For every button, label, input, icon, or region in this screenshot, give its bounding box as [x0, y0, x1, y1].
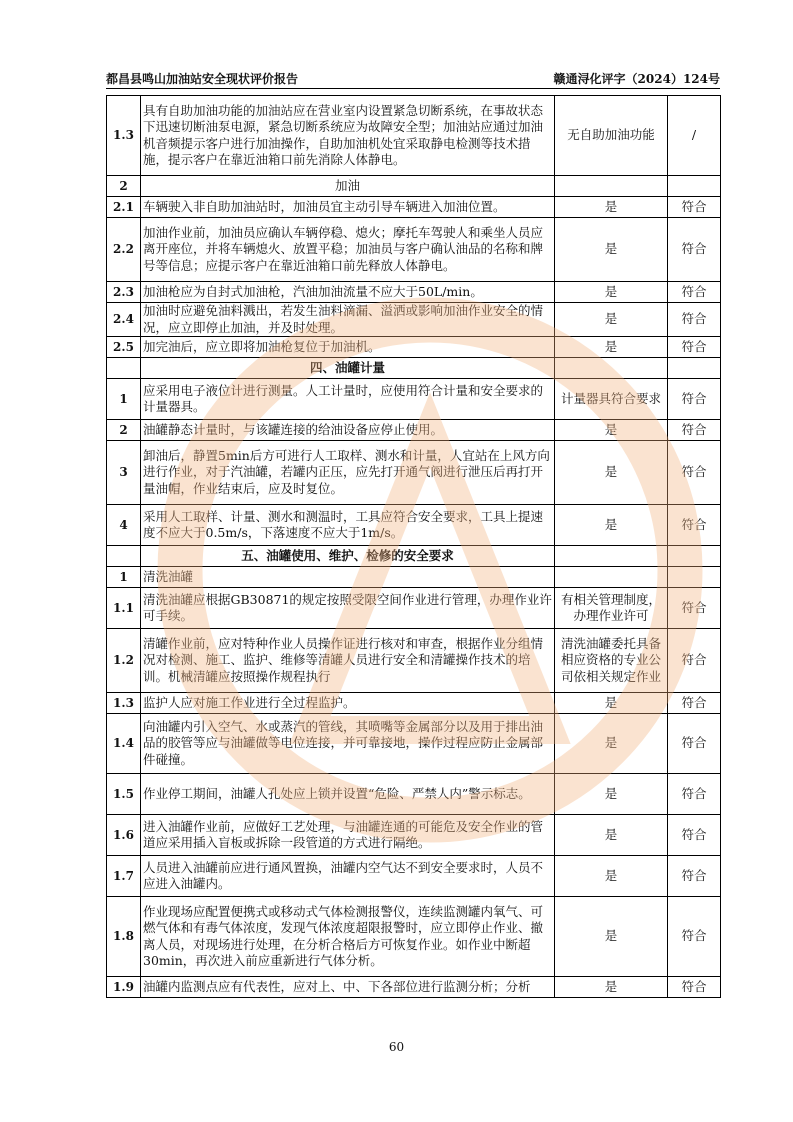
conclusion: 符合 — [668, 505, 721, 546]
table-row — [107, 282, 721, 303]
check-result: 是 — [555, 303, 668, 337]
item-requirement: 加油时应避免油料溅出，若发生油料滴漏、溢洒或影响加油作业安全的情况，应立即停止加油，并及时处理。 — [141, 303, 555, 337]
page-header — [106, 70, 720, 89]
table-row — [107, 774, 721, 815]
check-result: 是 — [555, 282, 668, 303]
item-number: 1 — [107, 567, 141, 588]
item-number: 2.2 — [107, 218, 141, 282]
item-number: 2 — [107, 176, 141, 197]
item-number: 3 — [107, 441, 141, 505]
check-result: 是 — [555, 714, 668, 774]
item-number: 1 — [107, 379, 141, 420]
item-number: 2.3 — [107, 282, 141, 303]
table-row — [107, 714, 721, 774]
item-number: 2.4 — [107, 303, 141, 337]
item-number: 1.4 — [107, 714, 141, 774]
item-number: 1.6 — [107, 815, 141, 856]
item-requirement: 加油枪应为自封式加油枪，汽油加油流量不应大于50L/min。 — [141, 282, 555, 303]
item-number: 1.3 — [107, 693, 141, 714]
conclusion: 符合 — [668, 218, 721, 282]
item-requirement: 进入油罐作业前，应做好工艺处理，与油罐连通的可能危及安全作业的管道应采用插入盲板或拆除一段管道的方式进行隔绝。 — [141, 815, 555, 856]
check-result: 是 — [555, 441, 668, 505]
item-requirement: 清洗油罐 — [141, 567, 555, 588]
table-row — [107, 197, 721, 218]
check-result — [555, 176, 668, 197]
conclusion: 符合 — [668, 714, 721, 774]
section-row — [107, 358, 721, 379]
checklist-table — [106, 95, 721, 998]
conclusion: 符合 — [668, 774, 721, 815]
item-number: 1.7 — [107, 856, 141, 897]
report-title: 都昌县鸣山加油站安全现状评价报告 — [106, 72, 299, 86]
conclusion: 符合 — [668, 282, 721, 303]
table-row — [107, 441, 721, 505]
check-result — [555, 567, 668, 588]
table-row — [107, 176, 721, 197]
conclusion: 符合 — [668, 815, 721, 856]
conclusion: / — [668, 96, 721, 176]
check-result: 是 — [555, 218, 668, 282]
table-row — [107, 303, 721, 337]
table-row — [107, 977, 721, 998]
item-number: 2 — [107, 420, 141, 441]
table-row — [107, 567, 721, 588]
conclusion: 符合 — [668, 629, 721, 693]
page-number: 60 — [388, 1040, 405, 1054]
table-row — [107, 588, 721, 629]
item-requirement: 四、油罐计量 — [141, 358, 555, 379]
conclusion: 符合 — [668, 588, 721, 629]
item-requirement: 采用人工取样、计量、测水和测温时，工具应符合安全要求，工具上提速度不应大于0.5m/s，下落速度不应大于1m/s。 — [141, 505, 555, 546]
item-requirement: 向油罐内引入空气、水或蒸汽的管线，其喷嘴等金属部分以及用于排出油品的胶管等应与油罐做等电位连接，并可靠接地，操作过程应防止金属部件碰撞。 — [141, 714, 555, 774]
check-result: 清洗油罐委托具备相应资格的专业公司依相关规定作业 — [555, 629, 668, 693]
conclusion: 符合 — [668, 420, 721, 441]
item-requirement: 加完油后，应立即将加油枪复位于加油机。 — [141, 337, 555, 358]
check-result: 是 — [555, 774, 668, 815]
check-result: 有相关管理制度，办理作业许可 — [555, 588, 668, 629]
table-row — [107, 420, 721, 441]
item-number: 1.3 — [107, 96, 141, 176]
item-requirement: 人员进入油罐前应进行通风置换，油罐内空气达不到安全要求时，人员不应进入油罐内。 — [141, 856, 555, 897]
table-row — [107, 897, 721, 977]
table-row — [107, 379, 721, 420]
item-requirement: 具有自助加油功能的加油站应在营业室内设置紧急切断系统，在事故状态下迅速切断油泵电源，紧急切断系统应为故障安全型；加油站应通过加油机音频提示客户进行加油操作，自助加油机处宜采取静电检测等技术措施，提示客户在靠近油箱口前先消除人体静电。 — [141, 96, 555, 176]
table-row — [107, 218, 721, 282]
section-row — [107, 546, 721, 567]
conclusion: 符合 — [668, 197, 721, 218]
item-number: 1.8 — [107, 897, 141, 977]
check-result: 是 — [555, 505, 668, 546]
check-result: 是 — [555, 693, 668, 714]
conclusion: 符合 — [668, 856, 721, 897]
item-number: 1.2 — [107, 629, 141, 693]
check-result: 是 — [555, 815, 668, 856]
conclusion — [668, 546, 721, 567]
table-row — [107, 856, 721, 897]
item-requirement: 加油作业前，加油员应确认车辆停稳、熄火；摩托车驾驶人和乘坐人员应离开座位，并将车辆熄火、放置平稳；加油员与客户确认油品的名称和牌号等信息；应提示客户在靠近油箱口前先释放人体静电。 — [141, 218, 555, 282]
item-number — [107, 546, 141, 567]
table-row — [107, 505, 721, 546]
item-requirement: 油罐静态计量时，与该罐连接的给油设备应停止使用。 — [141, 420, 555, 441]
conclusion: 符合 — [668, 693, 721, 714]
item-requirement: 清罐作业前，应对特种作业人员操作证进行核对和审查，根据作业分组情况对检测、施工、监护、维修等清罐人员进行安全和清罐操作技术的培训。机械清罐应按照操作规程执行 — [141, 629, 555, 693]
conclusion: 符合 — [668, 441, 721, 505]
check-result: 是 — [555, 977, 668, 998]
item-number: 2.1 — [107, 197, 141, 218]
check-result — [555, 358, 668, 379]
item-requirement: 应采用电子液位计进行测量。人工计量时，应使用符合计量和安全要求的计量器具。 — [141, 379, 555, 420]
check-result: 是 — [555, 337, 668, 358]
conclusion: 符合 — [668, 379, 721, 420]
item-requirement: 监护人应对施工作业进行全过程监护。 — [141, 693, 555, 714]
table-row — [107, 693, 721, 714]
check-result: 是 — [555, 420, 668, 441]
item-number: 1.9 — [107, 977, 141, 998]
conclusion: 符合 — [668, 337, 721, 358]
check-result: 是 — [555, 897, 668, 977]
conclusion: 符合 — [668, 303, 721, 337]
item-number: 4 — [107, 505, 141, 546]
check-result — [555, 546, 668, 567]
conclusion — [668, 567, 721, 588]
check-result: 计量器具符合要求 — [555, 379, 668, 420]
report-number: 赣通浔化评字（2024）124号 — [553, 72, 720, 86]
item-number: 1.1 — [107, 588, 141, 629]
conclusion — [668, 176, 721, 197]
item-requirement: 加油 — [141, 176, 555, 197]
conclusion: 符合 — [668, 897, 721, 977]
check-result: 是 — [555, 856, 668, 897]
check-result: 无自助加油功能 — [555, 96, 668, 176]
table-row — [107, 815, 721, 856]
item-number: 2.5 — [107, 337, 141, 358]
item-requirement: 作业现场应配置便携式或移动式气体检测报警仪，连续监测罐内氧气、可燃气体和有毒气体浓度，发现气体浓度超限报警时，应立即停止作业、撤离人员，对现场进行处理，在分析合格后方可恢复作业。如作业中断超30min，再次进入前应重新进行气体分析。 — [141, 897, 555, 977]
item-number: 1.5 — [107, 774, 141, 815]
table-row — [107, 96, 721, 176]
table-row — [107, 337, 721, 358]
conclusion: 符合 — [668, 977, 721, 998]
item-requirement: 五、油罐使用、维护、检修的安全要求 — [141, 546, 555, 567]
item-requirement: 清洗油罐应根据GB30871的规定按照受限空间作业进行管理，办理作业许可手续。 — [141, 588, 555, 629]
item-number — [107, 358, 141, 379]
item-requirement: 油罐内监测点应有代表性，应对上、中、下各部位进行监测分析；分析 — [141, 977, 555, 998]
item-requirement: 车辆驶入非自助加油站时，加油员宜主动引导车辆进入加油位置。 — [141, 197, 555, 218]
conclusion — [668, 358, 721, 379]
item-requirement: 卸油后，静置5min后方可进行人工取样、测水和计量，人宜站在上风方向进行作业，对于汽油罐，若罐内正压，应先打开通气阀进行泄压后再打开量油帽，作业结束后，应及时复位。 — [141, 441, 555, 505]
check-result: 是 — [555, 197, 668, 218]
item-requirement: 作业停工期间，油罐人孔处应上锁并设置“危险、严禁人内”警示标志。 — [141, 774, 555, 815]
table-row — [107, 629, 721, 693]
